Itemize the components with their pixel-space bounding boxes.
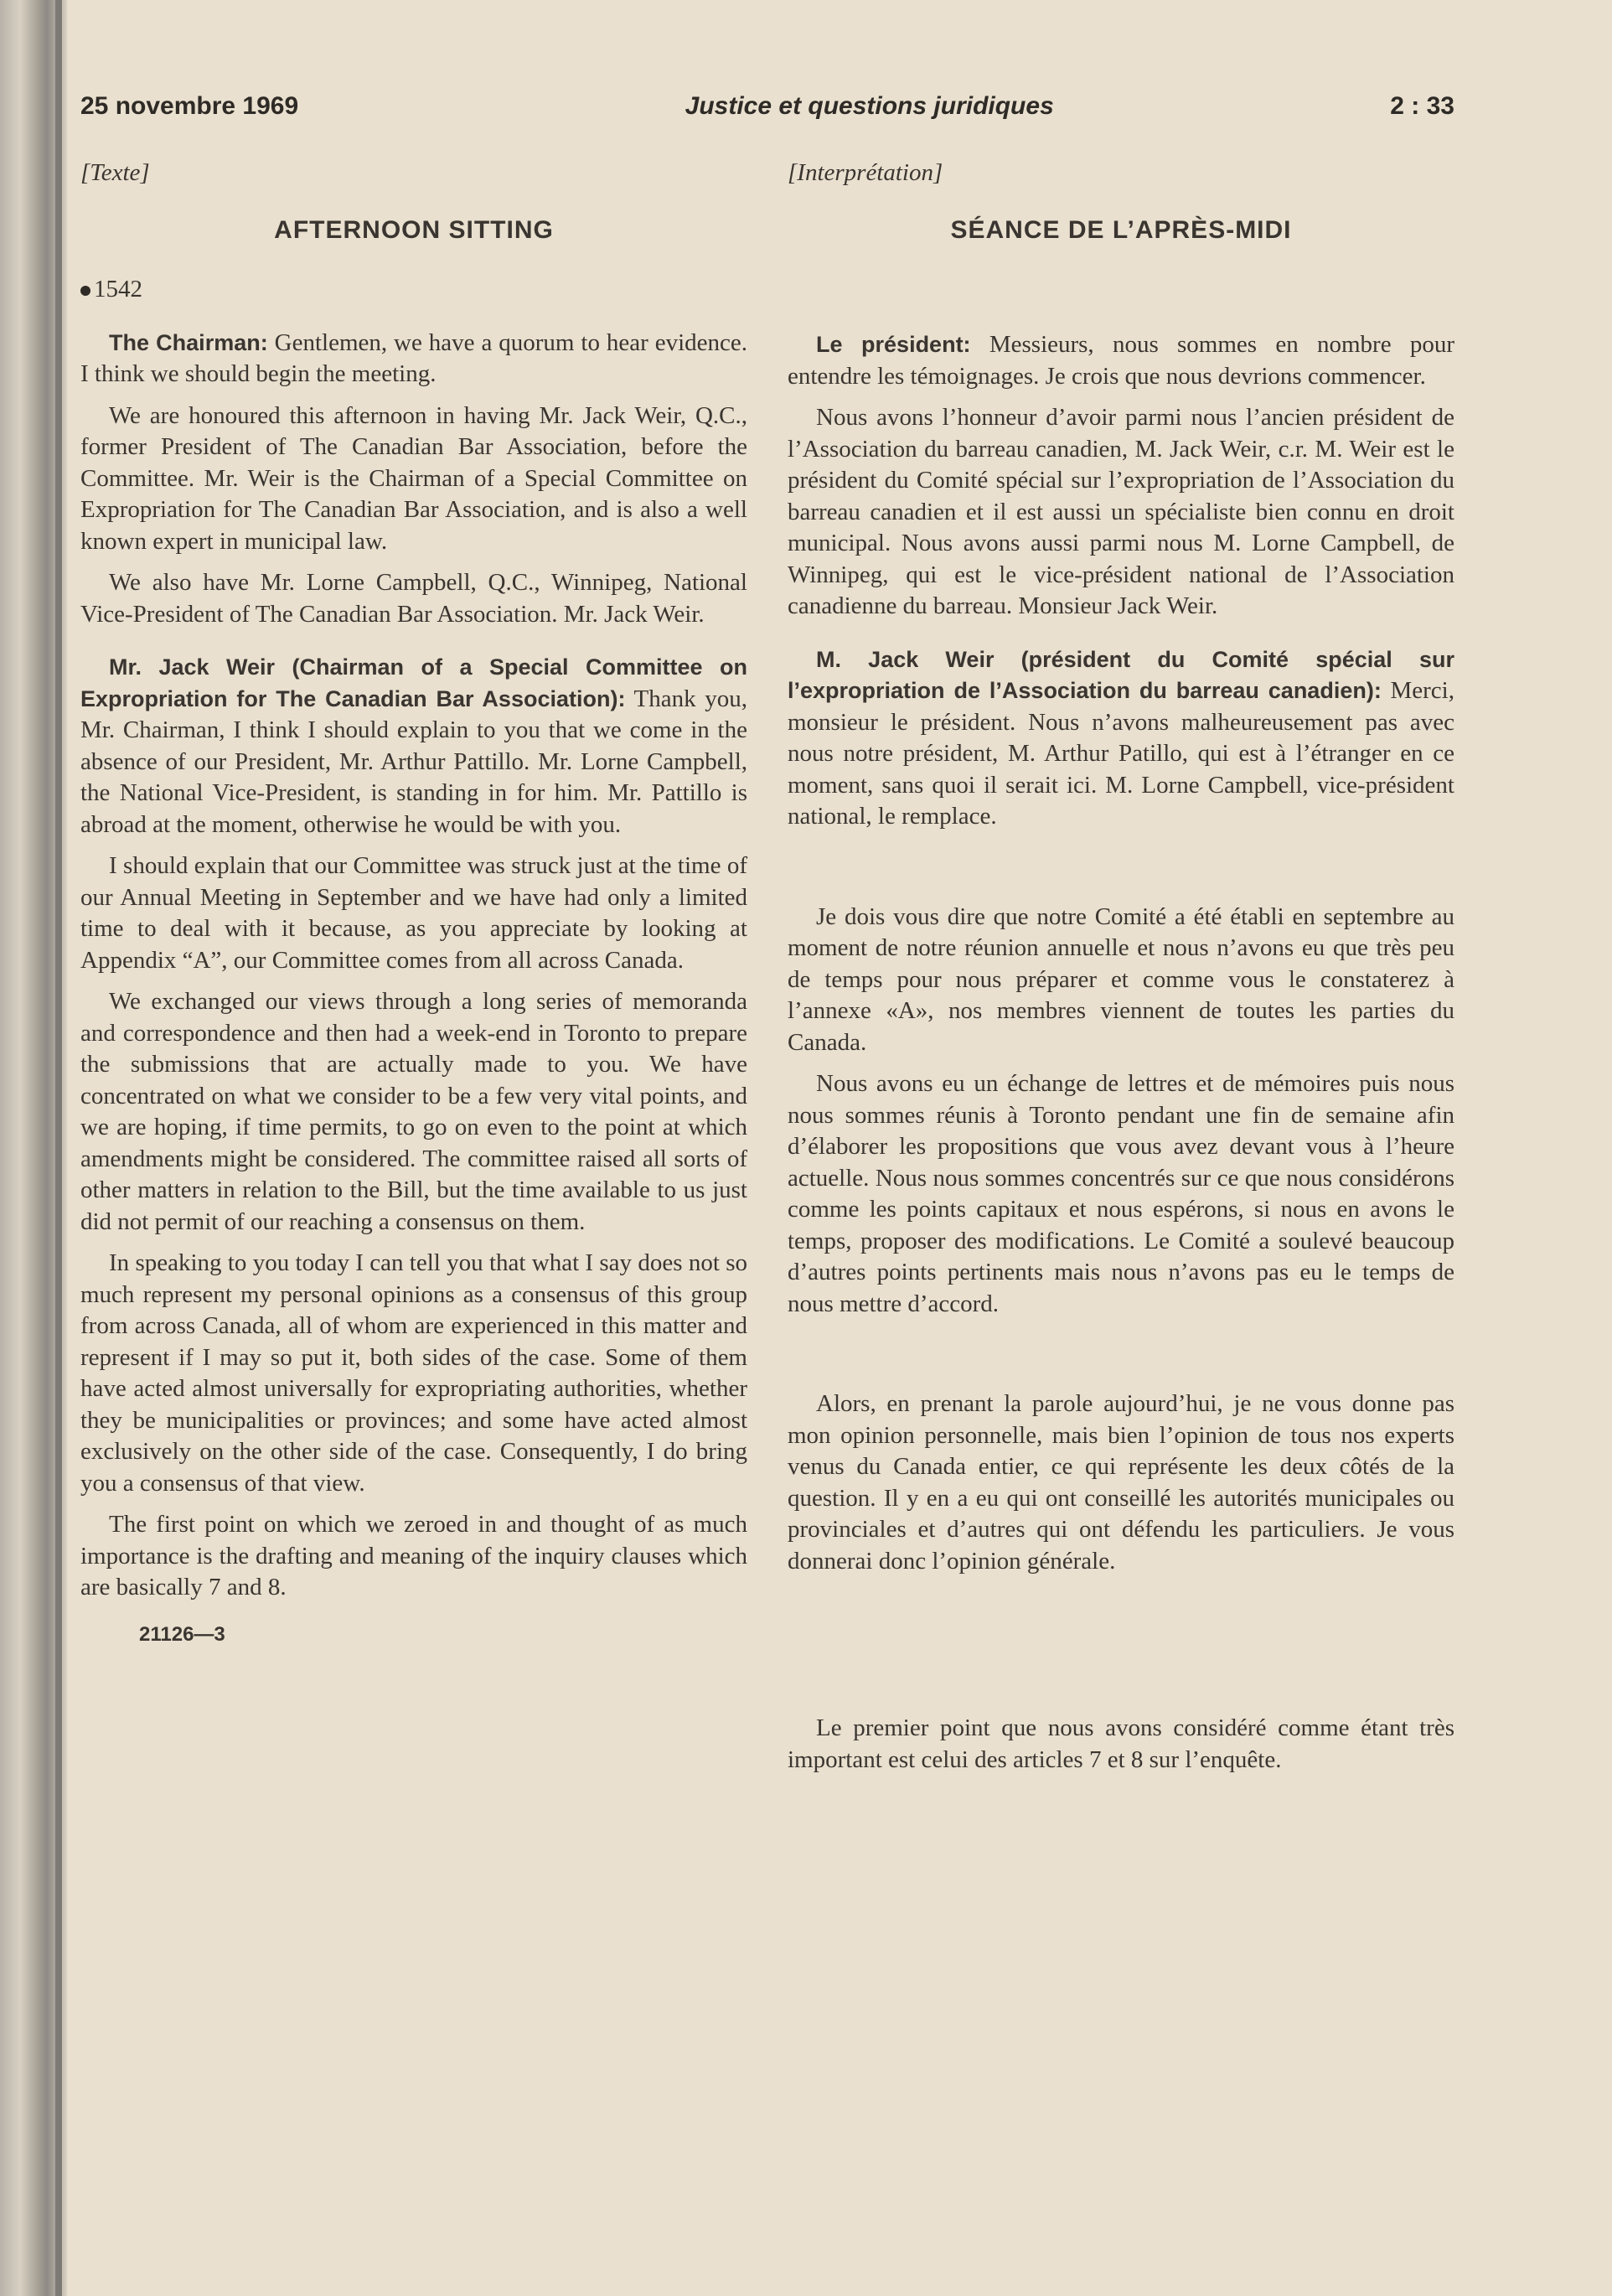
header-title: Justice et questions juridiques xyxy=(685,92,1054,120)
paragraph-text: I should explain that our Committee was struck just at the time of our Annual Meeting in September and we have had only a limited time to deal with it because, as you appreciate by looking at Appendix “A”, our Committee comes from all across Canada. xyxy=(80,852,747,974)
paragraph xyxy=(80,1248,747,1499)
bullet-dot-icon xyxy=(80,286,90,296)
running-header xyxy=(80,92,1454,134)
paragraph xyxy=(80,328,747,390)
paragraph xyxy=(80,1509,747,1604)
paragraph xyxy=(80,851,747,976)
paragraph-text: Gentlemen, we have a quorum to hear evidence. I think we should begin the meeting. xyxy=(80,328,748,387)
paragraph xyxy=(80,401,747,558)
paragraph xyxy=(80,567,747,630)
section-heading: SÉANCE DE L’APRÈS-MIDI xyxy=(950,215,1292,244)
two-column-body xyxy=(80,158,1454,2236)
english-column xyxy=(80,158,747,1650)
speaker-name: The Chairman: xyxy=(109,329,268,355)
paragraph xyxy=(80,652,747,840)
paragraph xyxy=(788,902,1454,1059)
paragraph-text: Thank you, Mr. Chairman, I think I should explain to you that we come in the absence of our President, Mr. Arthur Pattillo. Mr. Lorne Campbell, the National Vice-President, is standing in for him. Mr. Pattillo is abroad at the moment, otherwise he would be with you. xyxy=(80,685,748,838)
paragraph-text: In speaking to you today I can tell you that what I say does not so much represent my personal opinions as a consensus of this group from across Canada, all of whom are experienced in this matter and represent if I may so put it, both sides of the case. Some of them have acted almost universally for expropriating authorities, whether they be municipalities or provinces; and some have acted almost exclusively on the other side of the case. Consequently, I do bring you a consensus of that view. xyxy=(80,1249,747,1497)
time-marker-number: 1542 xyxy=(94,276,142,303)
paragraph-text: Merci, monsieur le président. Nous n’avons malheureusement pas avec nous notre président, M. Arthur Patillo, qui est à l’étranger en ce moment, sans quoi il serait ici. M. Lorne Campbell, vice-président national, le remplace. xyxy=(788,677,1454,830)
paragraph-text: We are honoured this afternoon in having Mr. Jack Weir, Q.C., former President of The Canadian Bar Association, before the Committee. Mr. Weir is the Chairman of a Special Committee on Expropriation for The Canadian Bar Association, and is also a well known expert in municipal law. xyxy=(80,401,747,555)
paragraph-text: Alors, en prenant la parole aujourd’hui, je ne vous donne pas mon opinion personnelle, mais bien l’opinion de tous nos experts venus du Canada entier, ce qui représente les deux côtés de la question. Il y en a eu qui ont conseillé les autorités municipales ou provinciales et d’autres qui ont défendu les particuliers. Je vous donnerai donc l’opinion générale. xyxy=(788,1390,1454,1575)
interpretation-label: [Interprétation] xyxy=(788,159,943,186)
paragraph-text: We also have Mr. Lorne Campbell, Q.C., Winnipeg, National Vice-President of The Canadian Bar Association. Mr. Jack Weir. xyxy=(80,569,747,628)
speaker-name: Mr. Jack Weir (Chairman of a Special Committee on Expropriation for The Canadian Bar Association): xyxy=(80,654,747,711)
paragraph xyxy=(788,1388,1454,1577)
paragraph-text: Nous avons l’honneur d’avoir parmi nous l’ancien président de l’Association du barreau canadien, M. Jack Weir, c.r. M. Weir est le président du Comité spécial sur l’expropriation de l’Association du barreau canadien et il est aussi un spécialiste bien connu en droit municipal. Nous avons aussi parmi nous M. Lorne Campbell, de Winnipeg, qui est le vice-président national de l’Association canadienne du barreau. Monsieur Jack Weir. xyxy=(788,404,1454,619)
paragraph-text: The first point on which we zeroed in and thought of as much importance is the drafting and meaning of the inquiry clauses which are basically 7 and 8. xyxy=(80,1511,747,1600)
text-label: [Texte] xyxy=(80,159,150,186)
paragraph xyxy=(788,402,1454,623)
paragraph-text: Je dois vous dire que notre Comité a été établi en septembre au moment de notre réunion annuelle et nous n’avons eu que très peu de temps pour nous préparer et comme vous le constaterez à l’annexe «A», nos membres viennent de toutes les parties du Canada. xyxy=(788,902,1454,1056)
paragraph-text: Nous avons eu un échange de lettres et de mémoires puis nous nous sommes réunis à Toronto pendant une fin de semaine afin d’élaborer les propositions que vous avez devant vous à l’heure actuelle. Nous nous sommes concentrés sur ce que nous considérons comme les points capitaux et nous espérons, si nous en avons le temps, proposer des modifications. Le Comité a soulevé beaucoup d’autres points pertinents mais nous n’avons pas eu le temps de nous mettre d’accord. xyxy=(788,1070,1454,1317)
paragraph xyxy=(788,1713,1454,1776)
paragraph xyxy=(788,329,1454,392)
header-page-number: 2 : 33 xyxy=(1390,92,1454,120)
footer-print-code: 21126—3 xyxy=(139,1622,225,1646)
paragraph-text: Le premier point que nous avons considéré comme étant très important est celui des articles 7 et 8 sur l’enquête. xyxy=(788,1714,1454,1773)
french-column xyxy=(788,158,1454,1786)
document-page xyxy=(80,92,1454,2236)
binding-edge xyxy=(55,0,62,2296)
paragraph-text: We exchanged our views through a long series of memoranda and correspondence and then had a week-end in Toronto to prepare the submissions that are actually made to you. We have concentrated on what we consider to be a few very vital points, and we are hoping, if time permits, to go on even to the point at which amendments might be considered. The committee raised all sorts of other matters in relation to the Bill, but the time available to us just did not permit of our reaching a consensus on them. xyxy=(80,988,747,1235)
section-heading: AFTERNOON SITTING xyxy=(274,215,554,244)
time-marker xyxy=(80,274,747,306)
paragraph xyxy=(788,644,1454,833)
speaker-name: Le président: xyxy=(816,332,971,357)
paragraph-text: Messieurs, nous sommes en nombre pour entendre les témoignages. Je crois que nous devrions commencer. xyxy=(788,331,1455,390)
paragraph xyxy=(788,1068,1454,1320)
paragraph xyxy=(80,986,747,1238)
speaker-name: M. Jack Weir (président du Comité spécial sur l’expropriation de l’Association du barreau canadien): xyxy=(788,646,1454,703)
header-date: 25 novembre 1969 xyxy=(80,92,299,120)
